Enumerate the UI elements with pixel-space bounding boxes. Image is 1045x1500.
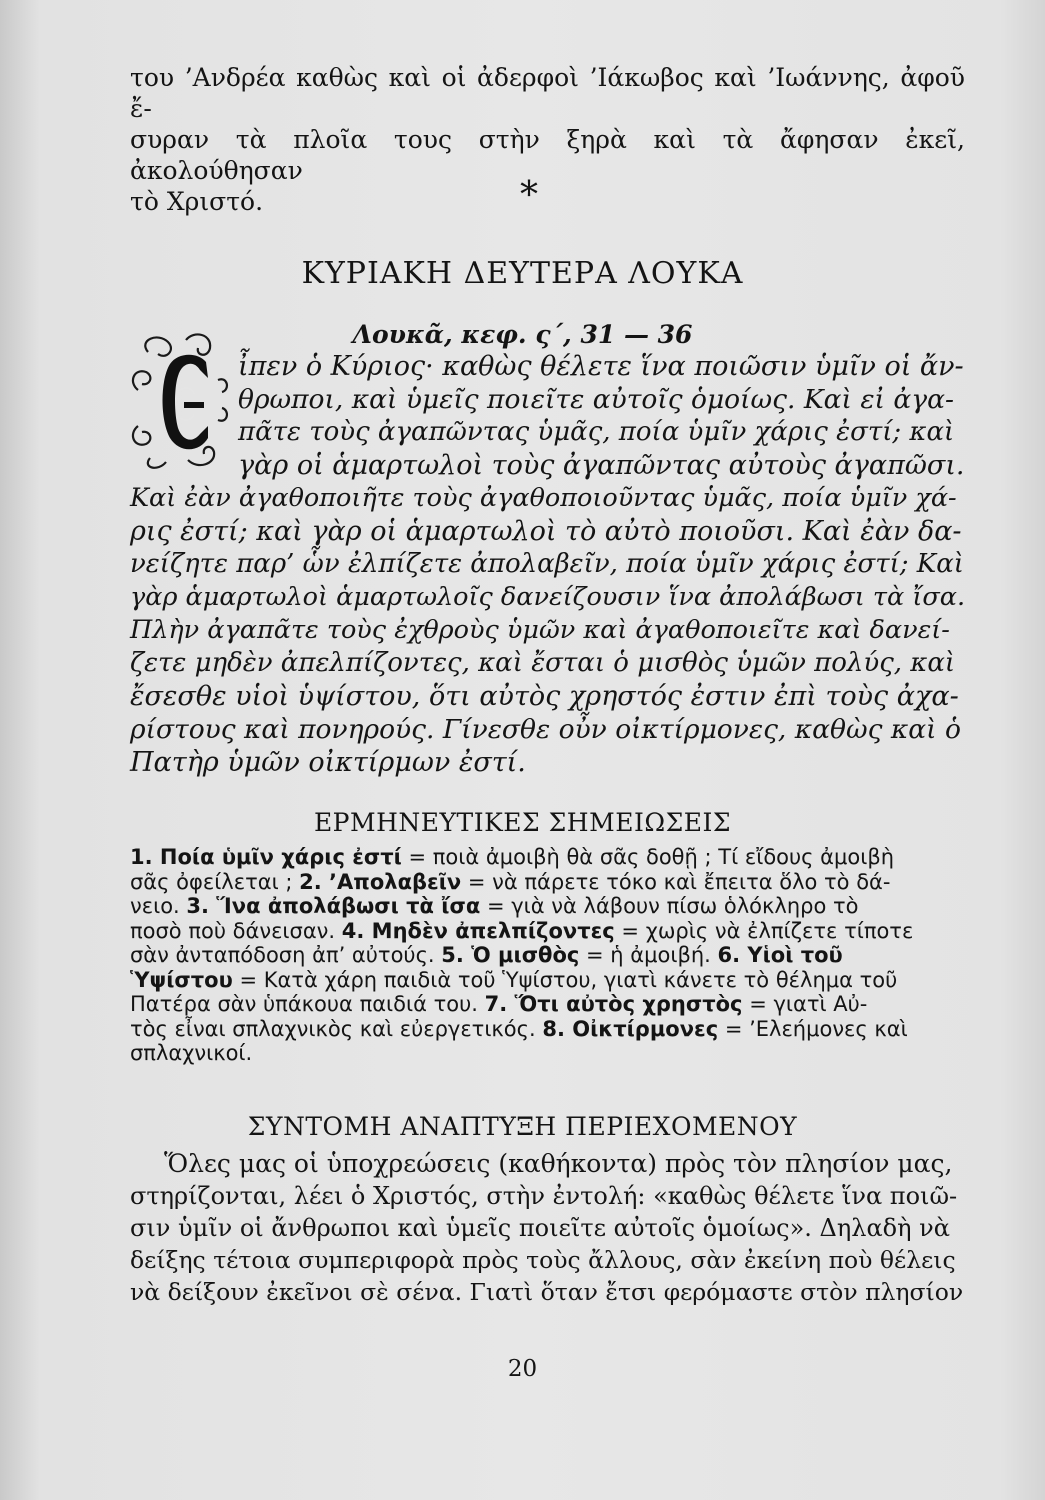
text-line: θρωποι, καὶ ὑμεῖς ποιεῖτε αὐτοῖς ὁμοίως. Καὶ εἰ ἀγα- (238, 384, 954, 415)
text-line: νὰ δείξουν ἐκεῖνοι σὲ σένα. Γιατὶ ὅταν ἔτσι φερόμαστε στὸν πλησίον (130, 1278, 964, 1306)
note-term: 7. Ὅτι αὐτὸς χρηστὸς (484, 992, 743, 1016)
note-term: 3. Ἵνα ἀπολάβωσι τὰ ἴσα (186, 894, 481, 918)
text-line: ἔσεσθε υἱοὶ ὑψίστου, ὅτι αὐτὸς χρηστός ἐστιν ἐπὶ τοὺς ἀχα- (130, 681, 959, 712)
text-line: νείζητε παρ’ ὧν ἐλπίζετε ἀπολαβεῖν, ποία ὑμῖν χάρις ἐστί; Καὶ (130, 549, 964, 579)
text-line: του ’Ανδρέα καθὼς καὶ οἱ ἀδερφοὶ ’Ιάκωβος καὶ ’Ιωάννης, ἀφοῦ ἔ- (130, 63, 965, 123)
summary-paragraph (130, 1148, 965, 1308)
text-line: ἶπεν ὁ Κύριος· καθὼς θέλετε ἵνα ποιῶσιν ὑμῖν οἱ ἄν- (238, 351, 964, 382)
note-line (130, 870, 965, 895)
note-text: = γιὰ νὰ λάβουν πίσω ὁλόκληρο τὸ (480, 894, 859, 918)
note-text: σὰν ἀνταπόδοση ἀπ’ αὐτούς. (130, 943, 442, 967)
separator-asterisk: * (520, 175, 538, 216)
section-title: ΚΥΡΙΑΚΗ ΔΕΥΤΕΡΑ ΛΟΥΚΑ (301, 256, 744, 291)
explanatory-notes (130, 845, 965, 1066)
note-text: = ποιὰ ἀμοιβὴ θὰ σᾶς δοθῇ ; Τί εἴδους ἀμοιβὴ (401, 845, 895, 869)
note-line (130, 894, 965, 919)
note-text: νειο. (130, 894, 187, 918)
text-line: δείξης τέτοια συμπεριφορὰ πρὸς τοὺς ἄλλους, σὰν ἐκείνη ποὺ θέλεις (130, 1246, 956, 1274)
note-text: = Κατὰ χάρη παιδιὰ τοῦ Ὑψίστου, γιατὶ κάνετε τὸ θέλημα τοῦ (232, 967, 898, 992)
note-term: 2. ’Απολαβεῖν (299, 869, 462, 894)
note-line (130, 992, 965, 1017)
note-line (130, 1041, 965, 1066)
note-text: ποσὸ ποὺ δάνεισαν. (130, 918, 342, 943)
note-term: 6. Υἱοὶ τοῦ (717, 943, 843, 967)
note-text: = ἡ ἀμοιβή. (579, 943, 718, 967)
note-term: 5. Ὁ μισθὸς (441, 943, 580, 967)
summary-heading: ΣΥΝΤΟΜΗ ΑΝΑΠΤΥΞΗ ΠΕΡΙΕΧΟΜΕΝΟΥ (247, 1112, 798, 1141)
note-term: 8. Οἰκτίρμονες (542, 1016, 719, 1041)
note-line (130, 1017, 965, 1042)
text-line: γὰρ οἱ ἁμαρτωλοὶ τοὺς ἀγαπῶντας αὐτοὺς ἀγαπῶσι. (238, 450, 965, 481)
text-line: Πλὴν ἀγαπᾶτε τοὺς ἐχθροὺς ὑμῶν καὶ ἀγαθοποιεῖτε καὶ δανεί- (130, 615, 950, 645)
text-line: Καὶ ἐὰν ἀγαθοποιῆτε τοὺς ἀγαθοποιοῦντας ὑμᾶς, ποία ὑμῖν χά- (130, 483, 957, 513)
note-text: = ’Ελεήμονες καὶ (718, 1016, 908, 1041)
note-term: 4. Μηδὲν ἀπελπίζοντες (341, 918, 615, 943)
text-line: στηρίζονται, λέει ὁ Χριστός, στὴν ἐντολή: «καθὼς θέλετε ἵνα ποιῶ- (130, 1182, 958, 1210)
note-text: = νὰ πάρετε τόκο καὶ ἔπειτα ὅλο τὸ δά- (461, 869, 891, 894)
reference-book: Λουκᾶ, κεφ. (352, 320, 527, 349)
text-line: ρίστους καὶ πονηρούς. Γίνεσθε οὖν οἰκτίρμονες, καθὼς καὶ ὁ (130, 714, 961, 745)
text-line: ζετε μηδὲν ἀπελπίζοντες, καὶ ἔσται ὁ μισθὸς ὑμῶν πολύς, καὶ (130, 648, 956, 678)
note-text: = γιατὶ Αὐ- (742, 992, 868, 1016)
text-line: Ὅλες μας οἱ ὑποχρεώσεις (καθήκοντα) πρὸς τὸν πλησίον μας, (164, 1149, 953, 1178)
note-line (130, 968, 965, 993)
text-line: πᾶτε τοὺς ἀγαπῶντας ὑμᾶς, ποία ὑμῖν χάρις ἐστί; καὶ (238, 417, 955, 447)
note-text: τὸς εἶναι σπλαχνικὸς καὶ εὐεργετικός. (130, 1016, 543, 1041)
gospel-reading (130, 350, 965, 779)
text-line: συραν τὰ πλοῖα τους στὴν ξηρὰ καὶ τὰ ἄφησαν ἐκεῖ, ἀκολούθησαν (130, 125, 965, 185)
text-line: γὰρ ἁμαρτωλοὶ ἁμαρτωλοῖς δανείζουσιν ἵνα ἀπολάβωσι τὰ ἴσα. (130, 582, 966, 612)
note-text: = χωρὶς νὰ ἐλπίζετε τίποτε (614, 918, 914, 943)
note-text: σπλαχνικοί. (130, 1041, 253, 1065)
note-text: σᾶς ὀφείλεται ; (130, 869, 300, 894)
text-line: ρις ἐστί; καὶ γὰρ οἱ ἁμαρτωλοὶ τὸ αὐτὸ ποιοῦσι. Καὶ ἐὰν δα- (130, 516, 962, 547)
intro-paragraph (130, 62, 965, 217)
note-term: 1. Ποία ὑμῖν χάρις ἐστί (130, 845, 402, 869)
page-number: 20 (507, 1356, 538, 1382)
note-line (130, 845, 965, 870)
note-line (130, 943, 965, 968)
reference-chapter: ς΄, 31 — 36 (535, 320, 693, 349)
text-line: τὸ Χριστό. (130, 187, 264, 216)
note-term: Ὑψίστου (130, 967, 233, 992)
text-line: Πατὴρ ὑμῶν οἰκτίρμων ἐστί. (130, 747, 526, 778)
notes-heading: ΕΡΜΗΝΕΥΤΙΚΕΣ ΣΗΜΕΙΩΣΕΙΣ (313, 808, 732, 837)
note-text: Πατέρα σὰν ὑπάκουα παιδιά του. (130, 992, 485, 1016)
text-line: σιν ὑμῖν οἱ ἄνθρωποι καὶ ὑμεῖς ποιεῖτε αὐτοῖς ὁμοίως». Δηλαδὴ νὰ (130, 1214, 950, 1242)
note-line (130, 919, 965, 944)
